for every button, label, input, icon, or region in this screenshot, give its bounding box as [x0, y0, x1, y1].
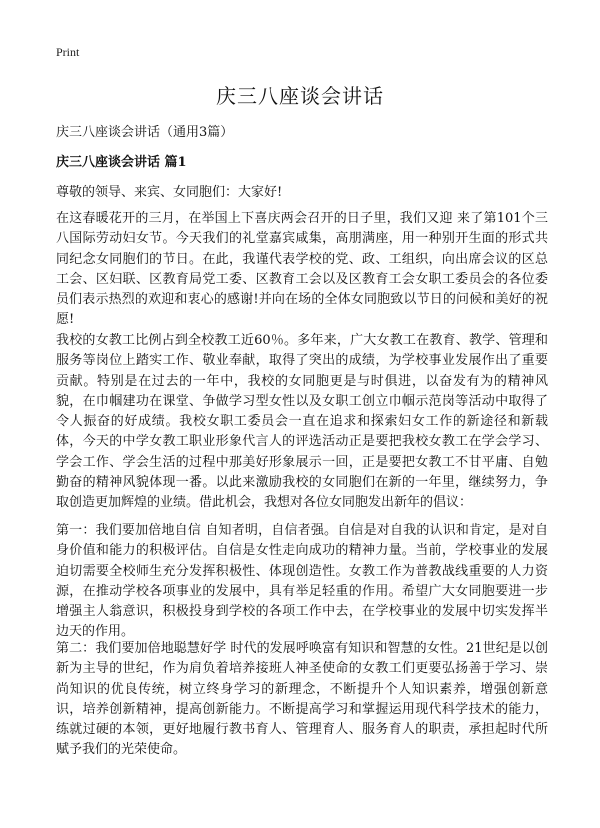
body-paragraph: 第二：我们要加倍地聪慧好学 时代的发展呼唤富有知识和智慧的女性。21世纪是以创新为主导的世纪，作为肩负着培养接班人神圣使命的女教工们更要弘扬善于学习、崇尚知识的优良传统，树立终身学习的新理念，不断提升个人知识素养，增强创新意识，培养创新精神，提高创新能力。不断提高学习和掌握运用现代科学技术的能力，练就过硬的本领，更好地履行教书育人、管理育人、服务育人的职责，承担起时代所赋予我们的光荣使命。	[56, 641, 548, 758]
body-paragraph: 在这春暖花开的三月，在举国上下喜庆两会召开的日子里，我们又迎 来了第101个三八国际劳动妇女节。今天我们的礼堂嘉宾咸集，高朋满座，用一种别开生面的形式共同纪念女同胞们的节日。在此，我谨代表学校的党、政、工组织，向出席会议的区总工会、区妇联、区教育局党工委、区教育工会以及区教育工会女职工委员会的各位委员们表示热烈的欢迎和衷心的感谢!并向在场的全体女同胞致以节日的问候和美好的祝愿!	[56, 211, 548, 328]
print-link[interactable]: Print	[56, 45, 80, 59]
body-paragraph: 第一：我们要加倍地自信 自知者明，自信者强。自信是对自我的认识和肯定，是对自身价值和能力的积极评估。自信是女性走向成功的精神力量。当前，学校事业的发展迫切需要全校师生充分发挥积极性、体现创造性。女教工作为普教战线重要的人力资源，在推动学校各项事业的发展中，具有举足轻重的作用。希望广大女同胞要进一步增强主人翁意识，积极投身到学校的各项工作中去，在学校事业的发展中切实发挥半边天的作用。	[56, 523, 548, 640]
document-title: 庆三八座谈会讲话	[216, 84, 384, 108]
body-paragraph: 我校的女教工比例占到全校教工近60％。多年来，广大女教工在教育、教学、管理和服务等岗位上踏实工作、敬业奉献，取得了突出的成绩，为学校事业发展作出了重要贡献。特别是在过去的一年中，我校的女同胞更是与时俱进，以奋发有为的精神风貌，在巾帼建功在课堂、争做学习型女性以及女职工创立巾帼示范岗等活动中取得了令人振奋的好成绩。我校女职工委员会一直在追求和探索妇女工作的新途径和新载体，今天的中学女教工职业形象代言人的评选活动正是要把我校女教工在学会学习、学会工作、学会生活的过程中那美好形象展示一回，正是要把女教工不甘平庸、自勉勤奋的精神风貌体现一番。以此来激励我校的女同胞们在新的一年里，继续努力，争取创造更加辉煌的业绩。借此机会，我想对各位女同胞发出新年的倡议：	[56, 333, 548, 511]
section-heading: 庆三八座谈会讲话 篇1	[56, 155, 187, 170]
document-subtitle: 庆三八座谈会讲话（通用3篇）	[56, 125, 234, 140]
greeting-line: 尊敬的领导、来宾、女同胞们：大家好!	[56, 185, 283, 200]
